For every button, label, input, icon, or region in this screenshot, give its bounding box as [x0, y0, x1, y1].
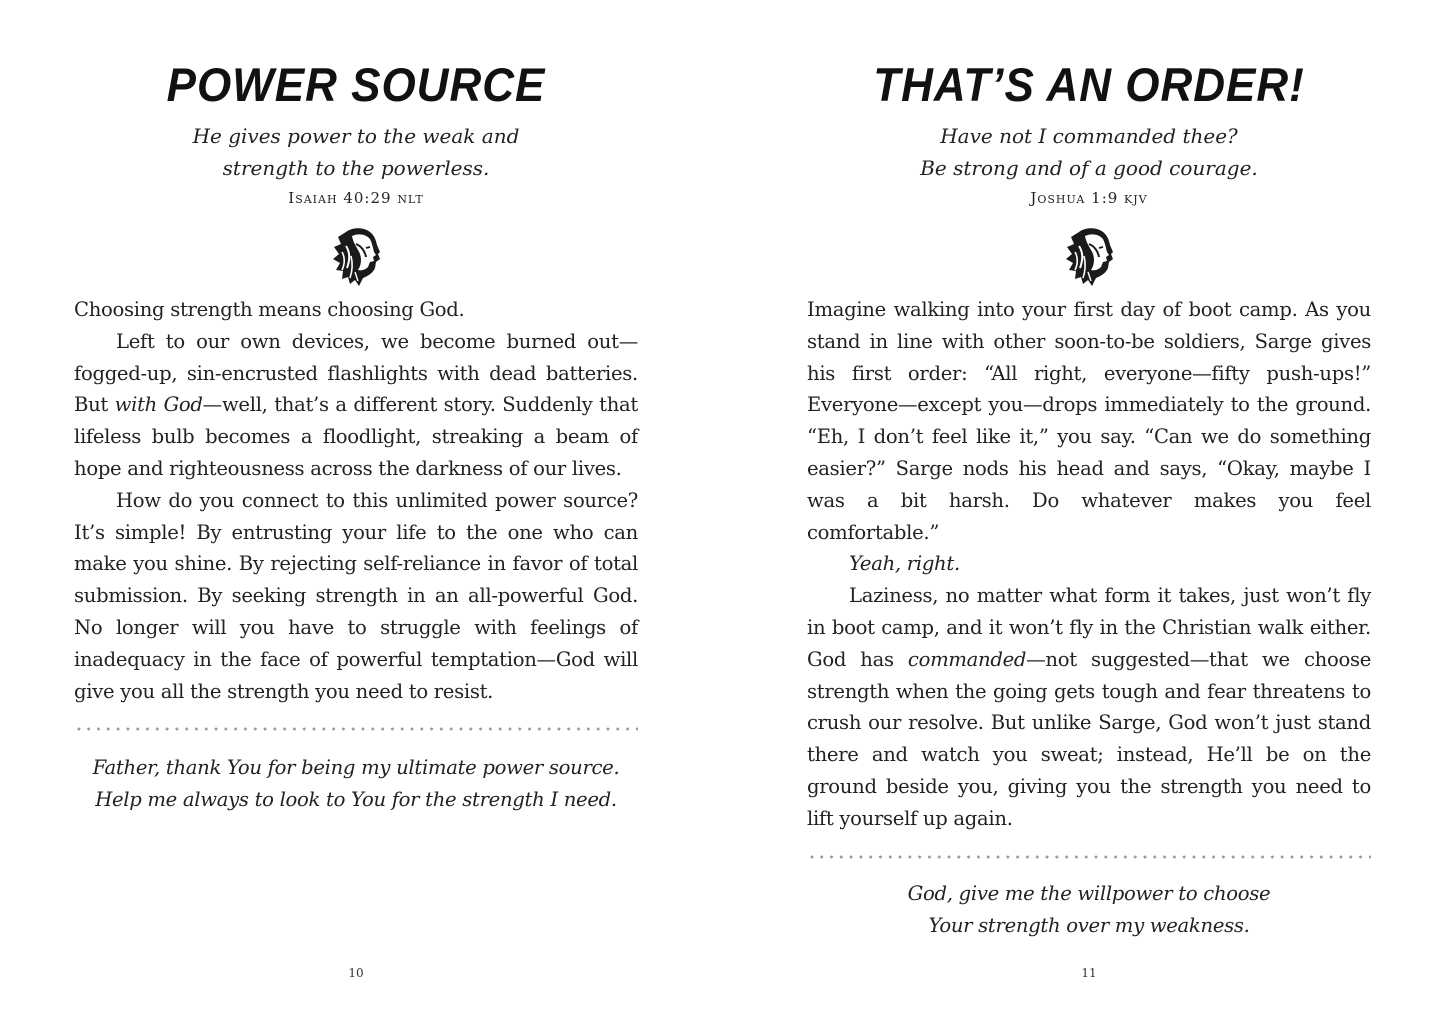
scripture-reference: Isaiah 40:29 nlt — [288, 189, 424, 207]
emphasis-text: commanded — [907, 647, 1027, 671]
text-segment: Left to our own devices, we become burned out—fogged-up, sin-encrusted flashlights with dead batteries. But — [74, 329, 638, 417]
dotted-divider — [807, 855, 1371, 859]
left-page — [74, 0, 638, 1020]
devotional-body — [74, 294, 638, 707]
text-segment: Imagine walking into your first day of boot camp. As you stand in line with other soon-to-be soldiers, Sarge gives his first order: “All right, everyone—fifty push-ups!” Everyone—except you—drops immediately to the ground. “Eh, I don’t feel like it,” you say. “Can we do something easier?” Sarge nods his head and says, “Okay, maybe I was a bit harsh. Do whatever makes you feel comfortable.” — [807, 298, 1371, 544]
page-title: POWER SOURCE — [166, 59, 546, 112]
emphasis-text: Yeah, right. — [849, 552, 960, 576]
verse-line: strength to the powerless. — [222, 156, 490, 180]
lion-head-icon — [328, 226, 384, 290]
prayer-line: Your strength over my weakness. — [928, 914, 1250, 937]
paragraph — [74, 485, 638, 708]
scripture-verse — [807, 120, 1371, 184]
dotted-divider — [74, 727, 638, 731]
emphasis-text: with God — [114, 393, 203, 417]
page-title: THAT’S AN ORDER! — [873, 59, 1305, 112]
closing-prayer — [74, 752, 638, 816]
verse-line: He gives power to the weak and — [192, 124, 520, 148]
paragraph — [807, 294, 1371, 548]
text-segment: —not suggested—that we choose strength when the going gets tough and fear threatens to crush our resolve. But unlike Sarge, God won’t just stand there and watch you sweat; instead, He’ll be on the ground beside you, giving you the strength you need to lift yourself up again. — [807, 647, 1372, 830]
devotional-body — [807, 294, 1371, 835]
right-page — [807, 0, 1371, 1020]
page-number: 10 — [348, 966, 364, 980]
paragraph — [74, 326, 638, 485]
text-segment: Laziness, no matter what form it takes, just won’t fly in boot camp, and it won’t fly in the Christian walk either. God has — [807, 584, 1371, 671]
prayer-line: Father, thank You for being my ultimate power source. — [92, 756, 620, 779]
scripture-verse — [74, 120, 638, 184]
prayer-line: Help me always to look to You for the strength I need. — [95, 788, 617, 811]
scripture-reference: Joshua 1:9 kjv — [1030, 189, 1148, 207]
paragraph — [807, 580, 1371, 834]
lion-head-icon — [1061, 226, 1117, 290]
page-number: 11 — [1081, 966, 1097, 980]
paragraph — [74, 294, 638, 326]
verse-line: Have not I commanded thee? — [940, 124, 1238, 148]
text-segment: How do you connect to this unlimited power source? It’s simple! By entrusting your life to the one who can make you shine. By rejecting self-reliance in favor of total submission. By seeking strength in an all-powerful God. No longer will you have to struggle with feelings of inadequacy in the face of powerful temptation—God will give you all the strength you need to resist. — [74, 488, 638, 703]
text-segment: —well, that’s a different story. Suddenly that lifeless bulb becomes a floodlight, streaking a beam of hope and righteousness across the darkness of our lives. — [74, 393, 639, 480]
verse-line: Be strong and of a good courage. — [920, 156, 1258, 180]
paragraph — [807, 548, 1371, 580]
prayer-line: God, give me the willpower to choose — [907, 882, 1271, 905]
closing-prayer — [807, 878, 1371, 942]
text-segment: Choosing strength means choosing God. — [74, 298, 465, 321]
